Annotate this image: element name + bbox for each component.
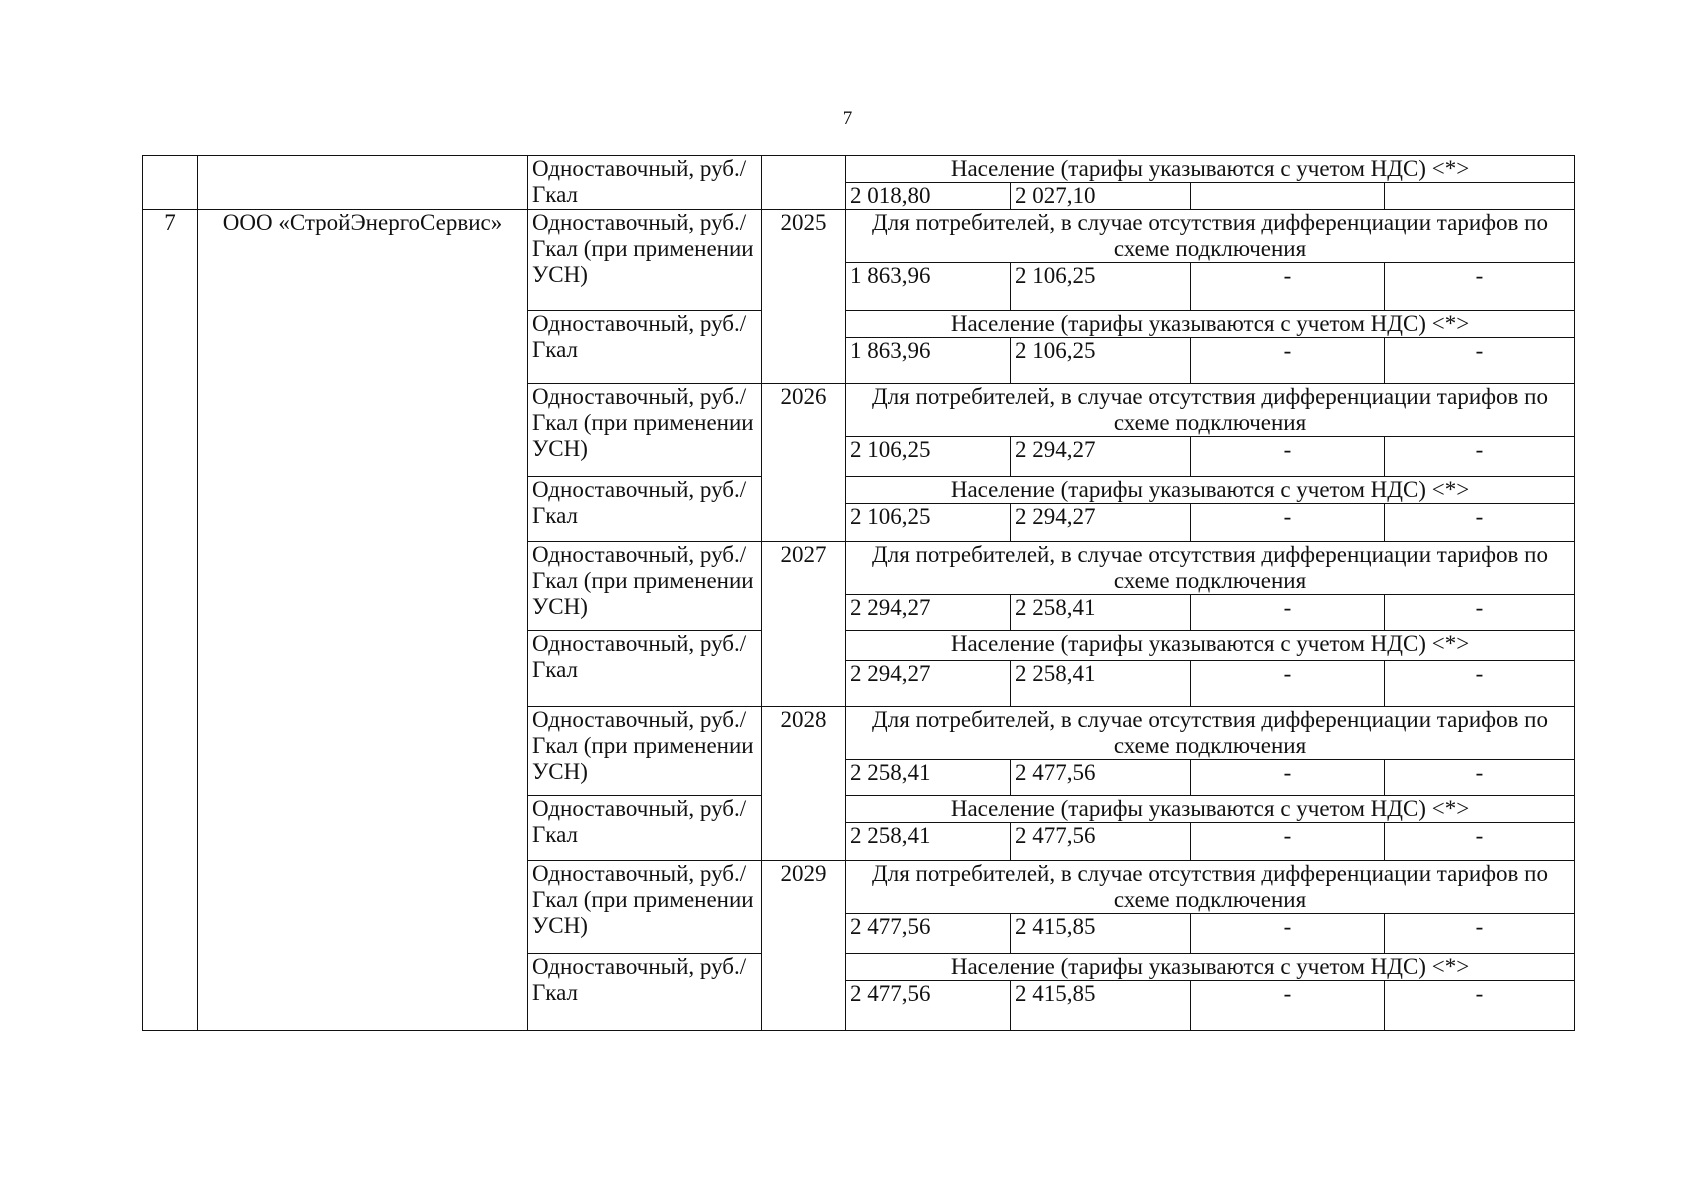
population-header: Население (тарифы указываются с учетом НДС) <*> [846, 477, 1575, 504]
tariff-value: 2 106,25 [846, 504, 1011, 542]
tariff-value: 2 477,56 [1011, 760, 1191, 796]
tariff-type-label: Одноставочный, руб./Гкал [528, 311, 762, 384]
dash-cell: - [1191, 504, 1385, 542]
tariff-value: 1 863,96 [846, 338, 1011, 384]
tariff-type-usn-label: Одноставочный, руб./Гкал (при применении УСН) [528, 707, 762, 796]
year-cell: 2029 [762, 861, 846, 1031]
tariff-value: 2 415,85 [1011, 981, 1191, 1031]
year-cell: 2026 [762, 384, 846, 542]
tariff-value: 2 477,56 [1011, 823, 1191, 861]
population-header: Население (тарифы указываются с учетом НДС) <*> [846, 156, 1575, 183]
organization-name: ООО «СтройЭнергоСервис» [198, 210, 528, 1031]
dash-cell: - [1385, 338, 1575, 384]
tariff-value: 2 294,27 [1011, 504, 1191, 542]
row-number: 7 [143, 210, 198, 1031]
tariff-table [142, 155, 1575, 1031]
tariff-value: 2 415,85 [1011, 914, 1191, 954]
tariff-value: 2 294,27 [846, 595, 1011, 631]
consumers-header: Для потребителей, в случае отсутствия дифференциации тарифов по схеме подключения [846, 861, 1575, 914]
tariff-type-usn-label: Одноставочный, руб./Гкал (при применении УСН) [528, 861, 762, 954]
dash-cell: - [1191, 661, 1385, 707]
year-cell: 2025 [762, 210, 846, 384]
tariff-value: 2 294,27 [846, 661, 1011, 707]
tariff-value: 2 477,56 [846, 981, 1011, 1031]
dash-cell: - [1385, 595, 1575, 631]
dash-cell: - [1191, 760, 1385, 796]
tariff-type-usn-label: Одноставочный, руб./Гкал (при применении УСН) [528, 384, 762, 477]
tariff-type-usn-label: Одноставочный, руб./Гкал (при применении УСН) [528, 542, 762, 631]
consumers-header: Для потребителей, в случае отсутствия дифференциации тарифов по схеме подключения [846, 210, 1575, 263]
year-cell: 2027 [762, 542, 846, 707]
dash-cell: - [1191, 823, 1385, 861]
consumers-header: Для потребителей, в случае отсутствия дифференциации тарифов по схеме подключения [846, 384, 1575, 437]
carryover-num-cell [143, 156, 198, 210]
dash-cell: - [1191, 338, 1385, 384]
tariff-type-label: Одноставочный, руб./Гкал [528, 954, 762, 1031]
tariff-value: 2 294,27 [1011, 437, 1191, 477]
population-header: Население (тарифы указываются с учетом НДС) <*> [846, 796, 1575, 823]
dash-cell: - [1191, 981, 1385, 1031]
dash-cell: - [1385, 661, 1575, 707]
tariff-value: 1 863,96 [846, 263, 1011, 311]
tariff-value: 2 258,41 [1011, 595, 1191, 631]
year-cell: 2028 [762, 707, 846, 861]
consumers-header: Для потребителей, в случае отсутствия дифференциации тарифов по схеме подключения [846, 542, 1575, 595]
dash-cell: - [1385, 981, 1575, 1031]
tariff-value: 2 477,56 [846, 914, 1011, 954]
dash-cell: - [1385, 914, 1575, 954]
dash-cell: - [1385, 263, 1575, 311]
population-header: Население (тарифы указываются с учетом НДС) <*> [846, 631, 1575, 661]
carryover-year-cell [762, 156, 846, 210]
population-header: Население (тарифы указываются с учетом НДС) <*> [846, 954, 1575, 981]
empty-cell [1191, 183, 1385, 210]
tariff-value: 2 018,80 [846, 183, 1011, 210]
tariff-type-label: Одноставочный, руб./Гкал [528, 156, 762, 210]
tariff-value: 2 258,41 [846, 823, 1011, 861]
dash-cell: - [1191, 595, 1385, 631]
page-number: 7 [842, 108, 853, 129]
dash-cell: - [1191, 263, 1385, 311]
consumers-header: Для потребителей, в случае отсутствия дифференциации тарифов по схеме подключения [846, 707, 1575, 760]
tariff-value: 2 027,10 [1011, 183, 1191, 210]
dash-cell: - [1385, 504, 1575, 542]
empty-cell [1385, 183, 1575, 210]
tariff-type-label: Одноставочный, руб./Гкал [528, 631, 762, 707]
dash-cell: - [1191, 437, 1385, 477]
population-header: Население (тарифы указываются с учетом НДС) <*> [846, 311, 1575, 338]
dash-cell: - [1385, 760, 1575, 796]
tariff-type-label: Одноставочный, руб./Гкал [528, 796, 762, 861]
carryover-org-cell [198, 156, 528, 210]
dash-cell: - [1191, 914, 1385, 954]
tariff-value: 2 106,25 [1011, 338, 1191, 384]
dash-cell: - [1385, 437, 1575, 477]
tariff-value: 2 106,25 [846, 437, 1011, 477]
dash-cell: - [1385, 823, 1575, 861]
tariff-value: 2 258,41 [846, 760, 1011, 796]
tariff-value: 2 258,41 [1011, 661, 1191, 707]
tariff-type-label: Одноставочный, руб./Гкал [528, 477, 762, 542]
tariff-type-usn-label: Одноставочный, руб./Гкал (при применении УСН) [528, 210, 762, 311]
tariff-value: 2 106,25 [1011, 263, 1191, 311]
